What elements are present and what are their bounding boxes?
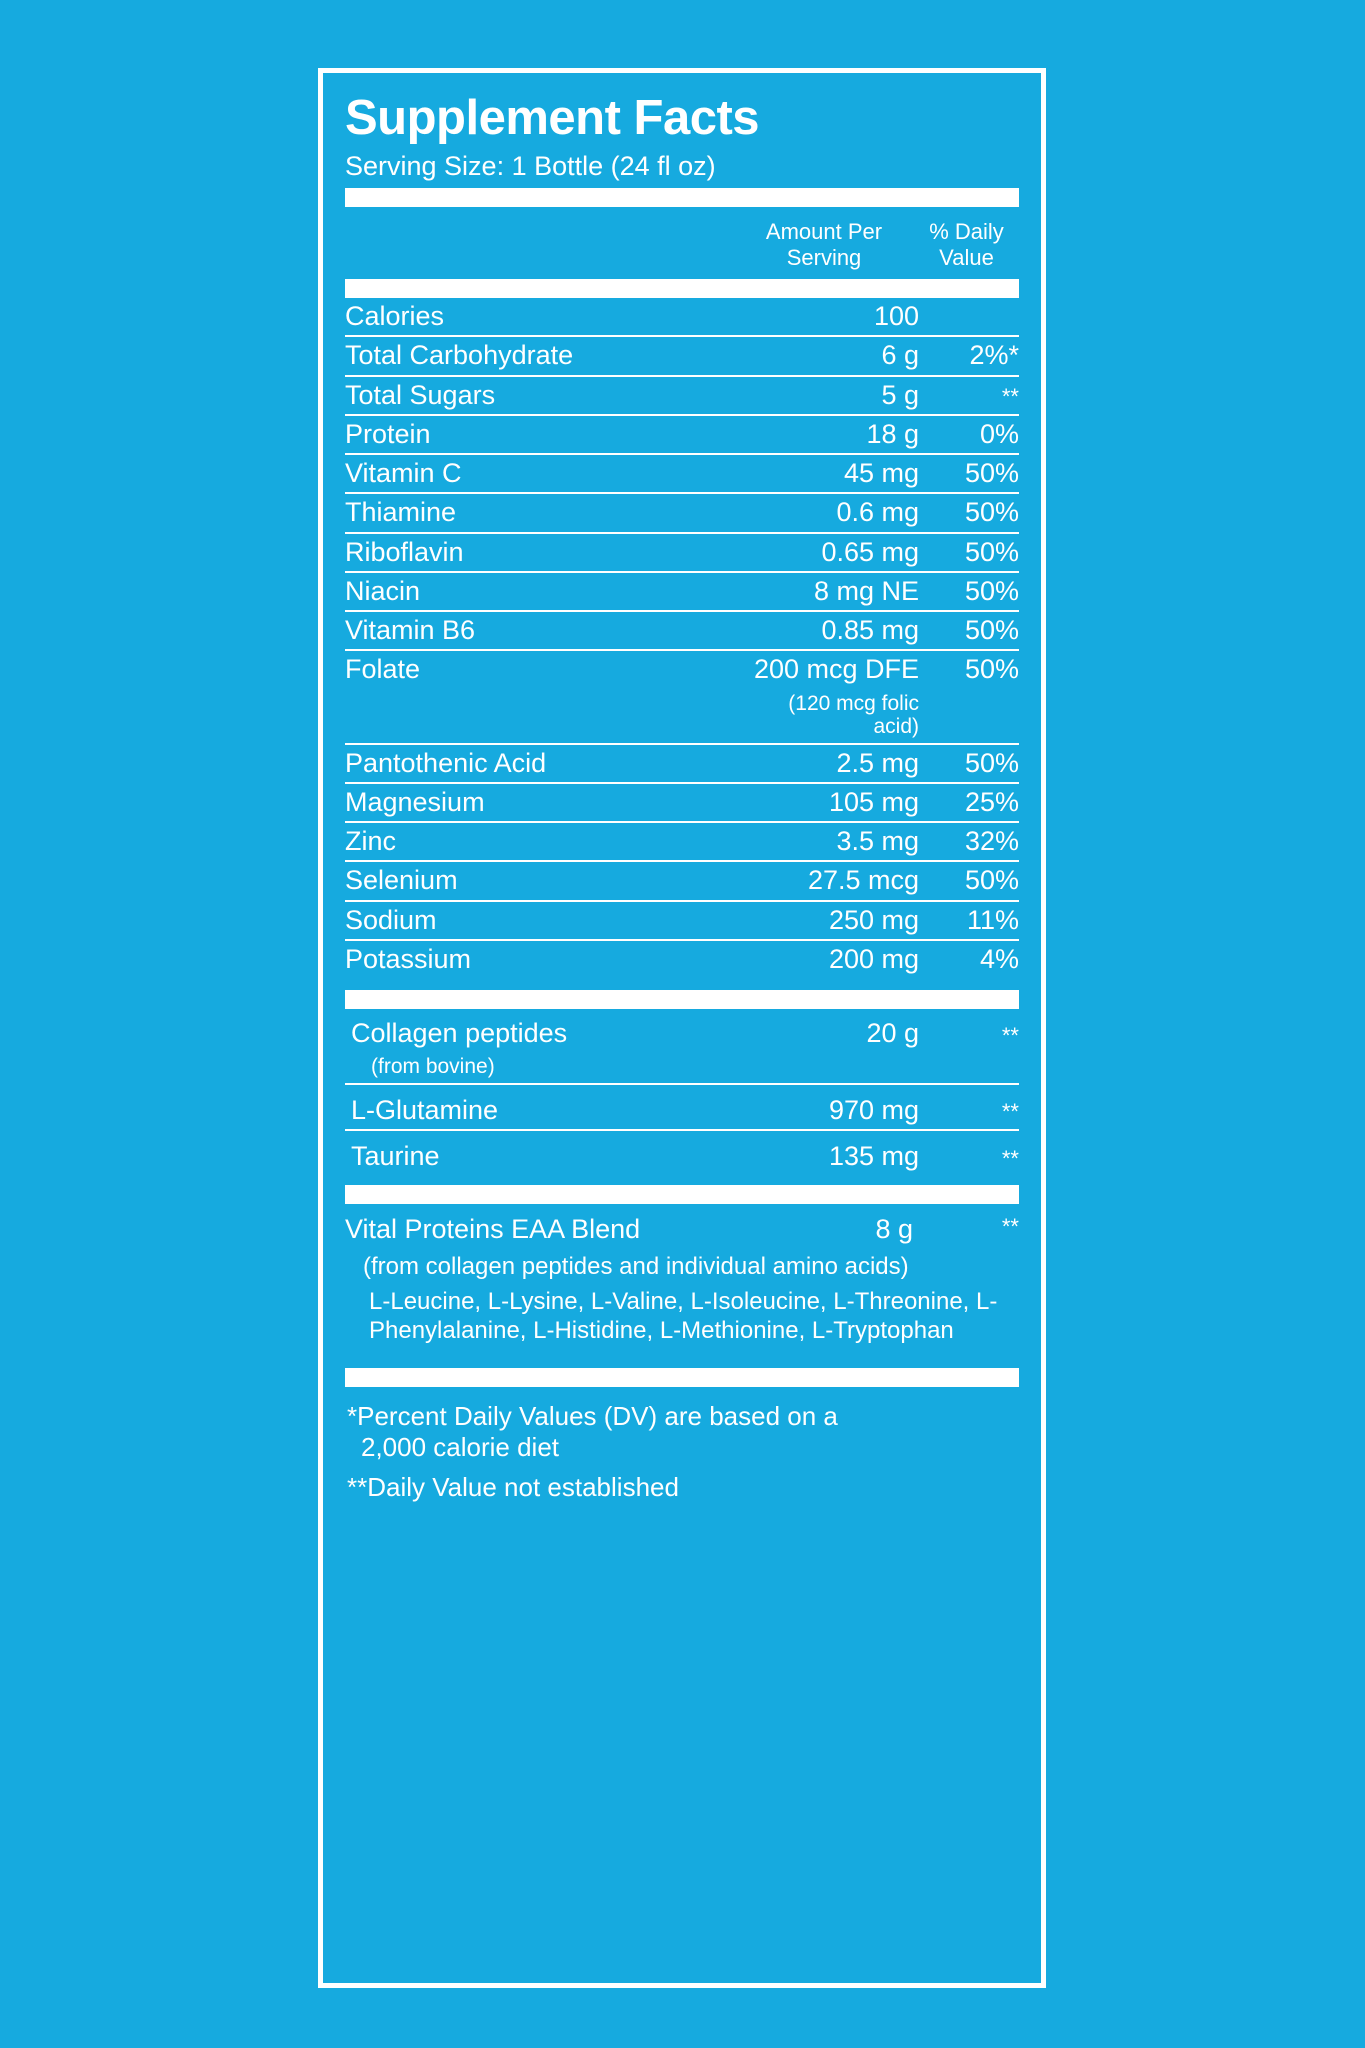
table-row [345,822,1019,861]
table-row [345,572,1019,611]
column-headers [345,219,1019,271]
table-row [345,783,1019,822]
ingredient-amount-spacer [739,1052,919,1084]
divider-thick-headers [345,279,1019,298]
ingredient-name: Collagen peptides [351,1017,568,1048]
folate-dv-spacer [919,689,1019,744]
table-row [345,611,1019,650]
nutrient-dv: 50% [919,744,1019,783]
nutrient-name: Pantothenic Acid [345,744,739,783]
dv-header-line2: Value [939,245,994,271]
dv-header-line1: % Daily [929,219,1004,245]
nutrient-name: Zinc [345,822,739,861]
table-row [345,1130,1019,1175]
nutrient-dv: 50% [919,533,1019,572]
blend-amount: 8 g [875,1214,913,1245]
nutrient-amount: 100 [739,298,919,336]
blend-header-row [345,1214,1019,1245]
nutrient-name: Total Carbohydrate [345,336,739,375]
ingredient-amount: 135 mg [828,1140,919,1171]
serving-size: Serving Size: 1 Bottle (24 fl oz) [345,150,716,181]
ingredient-dv-spacer [919,1052,1019,1084]
nutrient-name: Protein [345,415,739,454]
table-row [345,901,1019,940]
table-row [345,493,1019,532]
ingredient-name: L-Glutamine [345,1084,739,1130]
divider-thick-top [345,188,1019,207]
nutrient-name: Thiamine [345,493,739,532]
not-established-footnote: **Daily Value not established [347,1472,679,1503]
nutrient-name: Total Sugars [345,376,739,415]
nutrient-amount: 5 g [739,376,919,415]
nutrient-name: Sodium [345,901,739,940]
folate-spacer [345,689,739,744]
table-row [345,1052,1019,1084]
dv-footnote [347,1401,1019,1464]
nutrient-dv: 11% [919,901,1019,940]
nutrient-amount: 200 mg [828,943,919,974]
dv-footnote-line2: 2,000 calorie diet [361,1432,560,1463]
blend-amino-list: L-Leucine, L-Lysine, L-Valine, L-Isoleucine, L-Threonine, L-Phenylalanine, L-Histidine, L-Methionine, L-Tryptophan [369,1287,998,1344]
divider-thick-ingredients [345,990,1019,1009]
table-row [345,298,1019,336]
nutrient-amount: 8 mg NE [739,572,919,611]
nutrient-dv: 50% [919,572,1019,611]
nutrient-amount-sub: (120 mcg folic acid) [739,689,919,744]
blend-dv: ** [1001,1214,1019,1240]
nutrient-dv: 50% [919,454,1019,493]
table-row [345,861,1019,900]
amount-per-serving-header [734,219,914,271]
nutrient-table [345,298,1019,978]
ingredient-table [345,1015,1019,1175]
amount-header-line1: Amount Per [765,219,883,245]
ingredient-name: Taurine [351,1140,440,1171]
ingredient-dv: ** [919,1084,1019,1130]
blend-name: Vital Proteins EAA Blend [345,1214,641,1245]
nutrient-amount: 0.6 mg [739,493,919,532]
nutrient-dv [919,298,1019,336]
blend-source: (from collagen peptides and individual amino acids) [363,1253,909,1281]
table-row [345,1015,1019,1052]
nutrient-dv: ** [919,376,1019,415]
nutrient-amount: 105 mg [739,783,919,822]
nutrient-dv: 2%* [919,336,1019,375]
nutrient-amount: 0.85 mg [739,611,919,650]
nutrient-amount: 250 mg [739,901,919,940]
nutrient-name: Vitamin B6 [345,611,739,650]
table-row [345,415,1019,454]
nutrient-name: Vitamin C [345,454,739,493]
nutrient-dv: 50% [919,861,1019,900]
nutrient-dv: 0% [919,415,1019,454]
ingredient-amount: 970 mg [739,1084,919,1130]
nutrient-dv: 50% [964,654,1019,685]
amount-header-line2: Serving [786,245,862,271]
table-row [345,940,1019,978]
nutrient-dv: 32% [919,822,1019,861]
nutrient-name: Folate [345,654,421,685]
supplement-facts-panel [318,68,1046,1988]
nutrient-amount: 3.5 mg [739,822,919,861]
nutrient-name: Magnesium [345,783,739,822]
page-title: Supplement Facts [345,91,760,145]
nutrient-amount: 200 mcg DFE [753,654,919,685]
table-row [345,744,1019,783]
table-row [345,336,1019,375]
dv-footnote-line1: *Percent Daily Values (DV) are based on a [347,1400,838,1431]
divider-thick-blend [345,1185,1019,1204]
nutrient-amount: 27.5 mcg [739,861,919,900]
table-row [345,650,1019,688]
nutrient-dv: 50% [919,611,1019,650]
nutrient-name: Selenium [345,861,739,900]
ingredient-amount: 20 g [866,1017,919,1048]
table-row [345,689,1019,744]
ingredient-dv: ** [1001,1022,1019,1048]
table-row [345,1084,1019,1130]
table-row [345,376,1019,415]
ingredient-source: (from bovine) [345,1052,739,1084]
table-row [345,454,1019,493]
table-row [345,533,1019,572]
nutrient-amount: 6 g [739,336,919,375]
divider-thick-footnotes [345,1368,1019,1387]
daily-value-header [914,219,1019,271]
footnotes [347,1401,1019,1504]
nutrient-amount: 0.65 mg [739,533,919,572]
nutrient-name: Potassium [345,943,472,974]
nutrient-name: Riboflavin [345,533,739,572]
nutrient-dv: 50% [919,493,1019,532]
ingredient-dv: ** [1001,1145,1019,1171]
nutrient-dv: 4% [979,943,1019,974]
nutrient-dv: 25% [919,783,1019,822]
nutrient-name: Niacin [345,572,739,611]
nutrient-amount: 45 mg [739,454,919,493]
nutrient-amount: 18 g [739,415,919,454]
nutrient-amount: 2.5 mg [739,744,919,783]
nutrient-name: Calories [345,298,739,336]
